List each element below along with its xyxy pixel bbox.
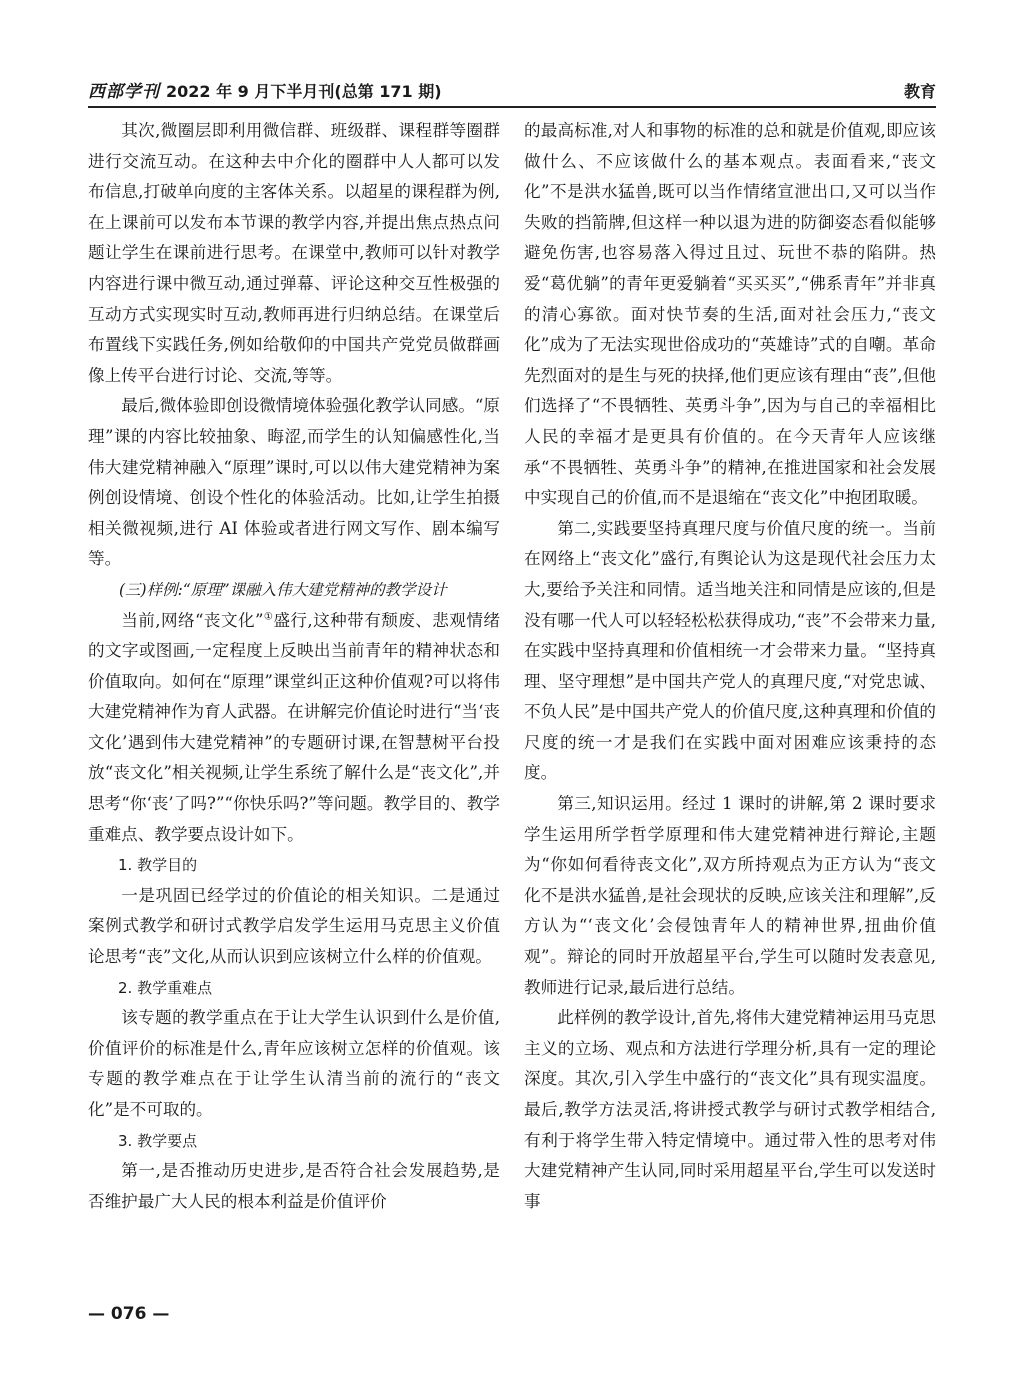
subsection-heading: (三)样例:“原理”课融入伟大建党精神的教学设计 xyxy=(119,580,447,599)
running-header xyxy=(88,68,936,108)
issue-info: 2022 年 9 月下半月刊(总第 171 期) xyxy=(166,82,442,101)
right-column xyxy=(524,116,936,1217)
paragraph: 一是巩固已经学过的价值论的相关知识。二是通过案例式教学和研讨式教学启发学生运用马克思主义价值论思考“丧”文化,从而认识到应该树立什么样的价值观。 xyxy=(88,885,500,967)
left-column xyxy=(88,116,500,1217)
page-number: — 076 — xyxy=(88,1304,170,1324)
subheading: 1. 教学目的 xyxy=(118,856,198,875)
paragraph: 第三,知识运用。经过 1 课时的讲解,第 2 课时要求学生运用所学哲学原理和伟大建党精神进行辩论,主题为“你如何看待丧文化”,双方所持观点为正方认为“丧文化不是洪水猛兽,是社会现状的反映,应该关注和理解”,反方认为“‘丧文化’会侵蚀青年人的精神世界,扭曲价值观”。辩论的同时开放超星平台,学生可以随时发表意见,教师进行记录,最后进行总结。 xyxy=(524,794,936,997)
paragraph: 该专题的教学重点在于让大学生认识到什么是价值,价值评价的标准是什么,青年应该树立怎样的价值观。该专题的教学难点在于让学生认清当前的流行的“丧文化”是不可取的。 xyxy=(88,1008,500,1119)
subheading: 3. 教学要点 xyxy=(118,1131,198,1150)
paragraph: 此样例的教学设计,首先,将伟大建党精神运用马克思主义的立场、观点和方法进行学理分析,具有一定的理论深度。其次,引入学生中盛行的“丧文化”具有现实温度。最后,教学方法灵活,将讲授式教学与研讨式教学相结合,有利于将学生带入特定情境中。通过带入性的思考对伟大建党精神产生认同,同时采用超星平台,学生可以发送时事 xyxy=(524,1008,936,1211)
paragraph xyxy=(88,606,500,851)
section-name: 教育 xyxy=(903,82,936,101)
paragraph: 第二,实践要坚持真理尺度与价值尺度的统一。当前在网络上“丧文化”盛行,有舆论认为这是现代社会压力太大,要给予关注和同情。适当地关注和同情是应该的,但是没有哪一代人可以轻轻松松获得成功,“丧”不会带来力量,在实践中坚持真理和价值相统一才会带来力量。“坚持真理、坚守理想”是中国共产党人的真理尺度,“对党忠诚、不负人民”是中国共产党人的价值尺度,这种真理和价值的尺度的统一才是我们在实践中面对困难应该秉持的态度。 xyxy=(524,518,937,783)
paragraph: 的最高标准,对人和事物的标准的总和就是价值观,即应该做什么、不应该做什么的基本观点。表面看来,“丧文化”不是洪水猛兽,既可以当作情绪宣泄出口,又可以当作失败的挡箭牌,但这样一种以退为进的防御姿态看似能够避免伤害,也容易落入得过且过、玩世不恭的陷阱。热爱“葛优躺”的青年更爱躺着“买买买”,“佛系青年”并非真的清心寡欲。面对快节奏的生活,面对社会压力,“丧文化”成为了无法实现世俗成功的“英雄诗”式的自嘲。革命先烈面对的是生与死的抉择,他们更应该有理由“丧”,但他们选择了“不畏牺牲、英勇斗争”,因为与自己的幸福相比人民的幸福才是更具有价值的。在今天青年人应该继承“不畏牺牲、英勇斗争”的精神,在推进国家和社会发展中实现自己的价值,而不是退缩在“丧文化”中抱团取暖。 xyxy=(524,121,936,508)
footnote-mark: ① xyxy=(263,610,274,622)
paragraph: 第一,是否推动历史进步,是否符合社会发展趋势,是否维护最广大人民的根本利益是价值评价 xyxy=(88,1161,500,1211)
journal-logo: 西部学刊 xyxy=(88,82,160,102)
paragraph: 最后,微体验即创设微情境体验强化教学认同感。“原理”课的内容比较抽象、晦涩,而学生的认知偏感性化,当伟大建党精神融入“原理”课时,可以以伟大建党精神为案例创设情境、创设个性化的体验活动。比如,让学生拍摄相关微视频,进行 AI 体验或者进行网文写作、剧本编写等。 xyxy=(88,396,501,569)
subheading: 2. 教学重难点 xyxy=(118,978,213,997)
paragraph-text: 当前,网络“丧文化” xyxy=(121,610,264,630)
paragraph: 其次,微圈层即利用微信群、班级群、课程群等圈群进行交流互动。在这种去中介化的圈群中人人都可以发布信息,打破单向度的主客体关系。以超星的课程群为例,在上课前可以发布本节课的教学内容,并提出焦点热点问题让学生在课前进行思考。在课堂中,教师可以针对教学内容进行课中微互动,通过弹幕、评论这种交互性极强的互动方式实现实时互动,教师再进行归纳总结。在课堂后布置线下实践任务,例如给敬仰的中国共产党党员做群画像上传平台进行讨论、交流,等等。 xyxy=(88,121,500,385)
paragraph-text: 盛行,这种带有颓废、悲观情绪的文字或图画,一定程度上反映出当前青年的精神状态和价值取向。如何在“原理”课堂纠正这种价值观?可以将伟大建党精神作为育人武器。在讲解完价值论时进行“当‘丧文化’遇到伟大建党精神”的专题研讨课,在智慧树平台投放“丧文化”相关视频,让学生系统了解什么是“丧文化”,并思考“你‘丧’了吗?”“你快乐吗?”等问题。教学目的、教学重难点、教学要点设计如下。 xyxy=(88,610,501,844)
header-left xyxy=(88,77,442,102)
